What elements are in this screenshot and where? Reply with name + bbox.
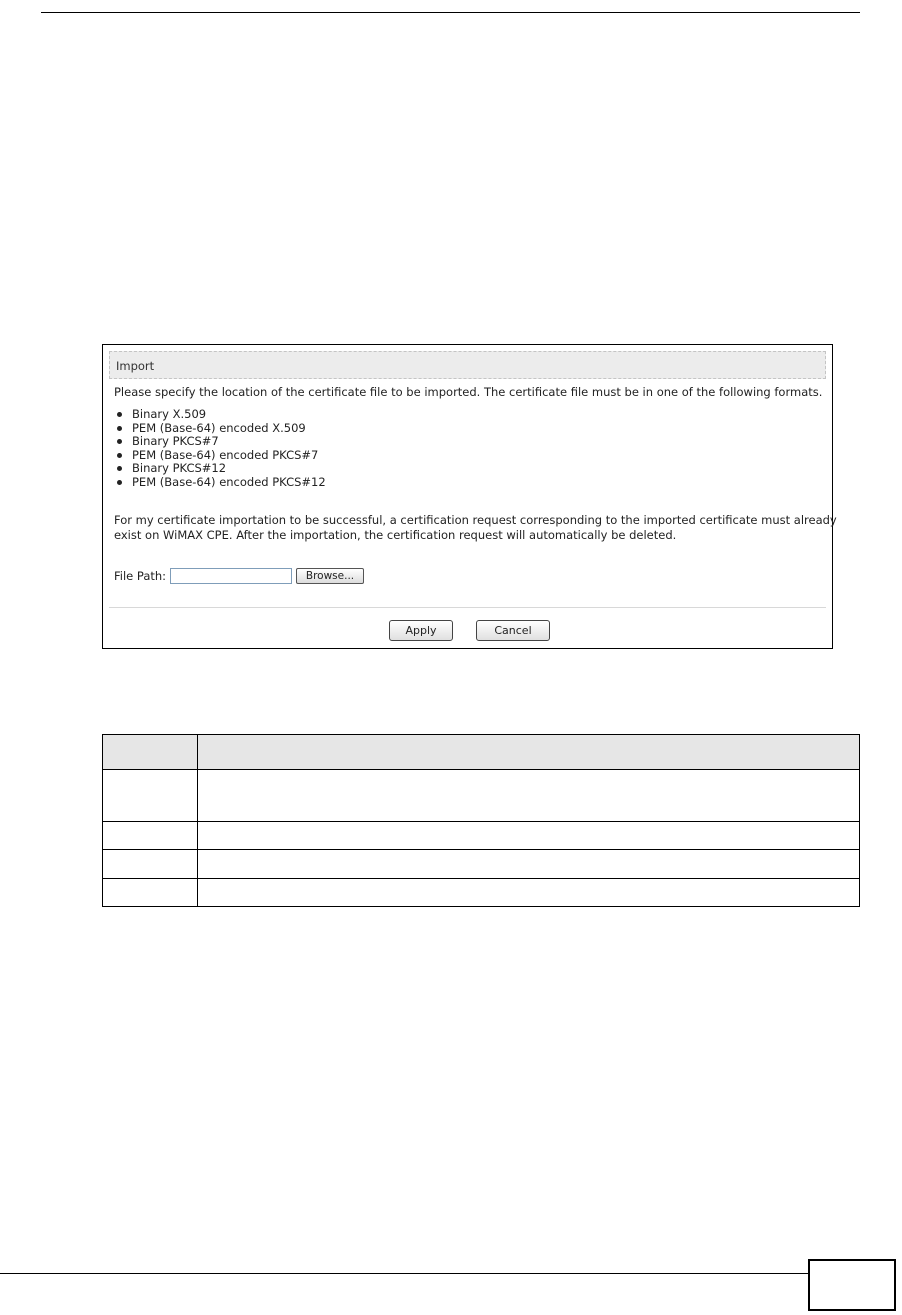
importation-note [114, 513, 837, 543]
bullet-icon [117, 453, 122, 458]
bullet-icon [117, 480, 122, 485]
note-line-2: exist on WiMAX CPE. After the importation, the certification request will automatically be deleted. [114, 528, 677, 542]
list-item: Binary PKCS#12 [114, 462, 326, 476]
footer-rule [0, 1273, 808, 1274]
list-item: PEM (Base-64) encoded X.509 [114, 422, 326, 436]
bullet-icon [117, 426, 122, 431]
panel-title: Import [116, 359, 155, 373]
list-item: Binary X.509 [114, 408, 326, 422]
description-table [102, 734, 860, 907]
file-path-input[interactable] [170, 568, 292, 584]
header-rule [41, 12, 860, 13]
cancel-button[interactable]: Cancel [476, 620, 550, 641]
list-item: PEM (Base-64) encoded PKCS#7 [114, 449, 326, 463]
list-item: PEM (Base-64) encoded PKCS#12 [114, 476, 326, 490]
table-cell [103, 878, 198, 906]
format-list [114, 408, 326, 490]
table-row [103, 822, 860, 850]
intro-text: Please specify the location of the certificate file to be imported. The certificate file must be in one of the following formats. [114, 385, 823, 399]
header-cell-description [198, 735, 860, 770]
bullet-icon [117, 412, 122, 417]
table-cell [198, 878, 860, 906]
table-row [103, 878, 860, 906]
table-header-row [103, 735, 860, 770]
apply-button[interactable]: Apply [389, 620, 453, 641]
panel-divider [109, 607, 826, 608]
table-cell [103, 770, 198, 822]
file-path-label: File Path: [114, 569, 167, 583]
table-row [103, 770, 860, 822]
bullet-icon [117, 466, 122, 471]
table-cell [198, 850, 860, 878]
import-panel [102, 344, 837, 649]
table-cell [198, 770, 860, 822]
bullet-icon [117, 439, 122, 444]
browse-button[interactable]: Browse... [296, 568, 364, 584]
note-line-1: For my certificate importation to be successful, a certification request corresponding to the imported certificate must already [114, 513, 837, 527]
list-item: Binary PKCS#7 [114, 435, 326, 449]
page-number-box [808, 1259, 896, 1311]
table-row [103, 850, 860, 878]
table-cell [103, 850, 198, 878]
panel-header [109, 351, 826, 379]
table-cell [103, 822, 198, 850]
table-cell [198, 822, 860, 850]
header-cell-label [103, 735, 198, 770]
